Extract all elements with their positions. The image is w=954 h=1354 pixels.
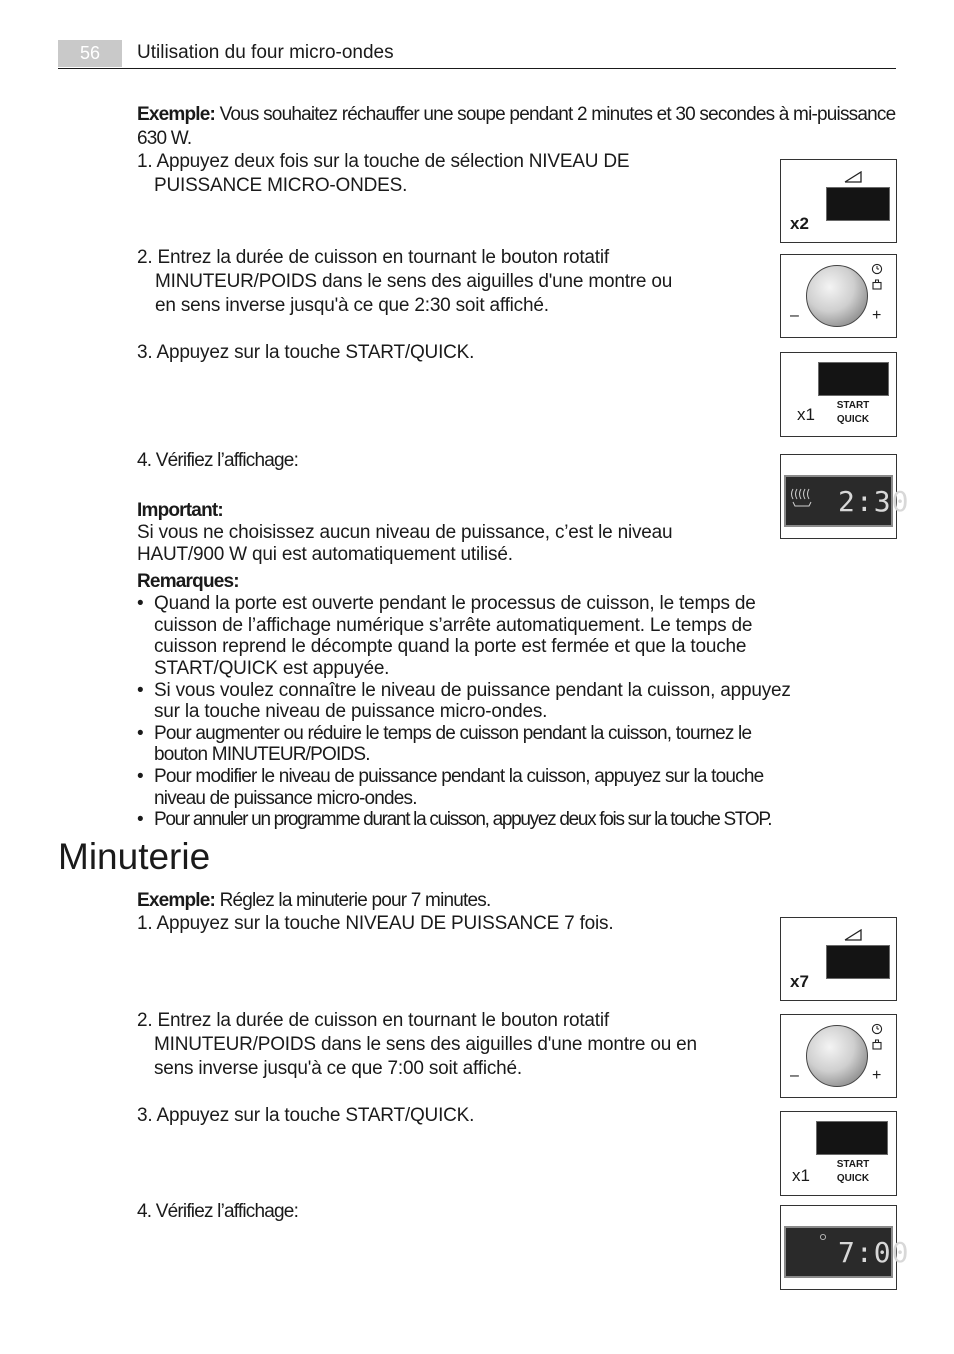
press-count: x1 [792,1166,810,1185]
s2-step4: 4. Vérifiez l’affichage: [137,1201,299,1222]
s1-step2-line2: MINUTEUR/POIDS dans le sens des aiguilles d'une montre ou [155,271,673,292]
button-face [816,1121,888,1155]
display-screen [784,475,910,527]
clock-icon [871,263,883,275]
remarks-label: Remarques: [137,571,239,592]
clock-icon [819,1233,827,1241]
timer-weight-knob [806,1025,868,1087]
timer-weight-knob [806,265,868,327]
important-line2: HAUT/900 W qui est automatiquement utilisé. [137,544,513,565]
remark-line: bouton MINUTEUR/POIDS. [154,744,370,765]
display-screen [784,1226,910,1278]
s1-step4: 4. Vérifiez l’affichage: [137,450,299,471]
remark-bullet: • [137,809,144,830]
quick-label: QUICK [836,1173,870,1184]
s1-step3: 3. Appuyez sur la touche START/QUICK. [137,342,475,363]
fig-timer-knob [780,254,897,338]
example-1 [137,104,895,126]
s1-step2-line3: en sens inverse jusqu'à ce que 2:30 soit affiché. [155,295,549,316]
start-label: START [836,1159,870,1170]
button-face [818,362,889,396]
microwave-waves-icon [789,486,817,508]
example-2-label: Exemple: [137,890,216,911]
remark-line: sur la touche niveau de puissance micro-ondes. [154,701,548,722]
power-level-icon [844,171,862,183]
header-rule [58,68,896,69]
start-label: START [836,400,870,411]
s2-step1: 1. Appuyez sur la touche NIVEAU DE PUISSANCE 7 fois. [137,913,614,934]
important-label: Important: [137,500,223,521]
quick-label: QUICK [836,414,870,425]
remark-line: niveau de puissance micro-ondes. [154,788,417,809]
remark-line: cuisson de l’affichage numérique s’arrête automatiquement. Le temps de [154,615,753,636]
s2-step3: 3. Appuyez sur la touche START/QUICK. [137,1105,475,1126]
example-1-text-2: 630 W. [137,128,192,149]
display-digits: 7:00 [838,1236,910,1269]
remark-bullet: • [137,723,144,744]
power-level-icon [844,929,862,941]
knob-minus: – [790,307,799,324]
header-title: Utilisation du four micro-ondes [137,42,394,63]
knob-plus: + [872,1067,882,1084]
page-number: 56 [58,40,122,67]
remark-line: START/QUICK est appuyée. [154,658,390,679]
remark-bullet: • [137,593,144,614]
fig-timer-knob-2 [780,1014,897,1098]
remark-line: Pour augmenter ou réduire le temps de cuisson pendant la cuisson, tournez le [154,723,752,744]
fig-power-button-x2 [780,159,897,243]
display-digits: 2:30 [838,485,910,518]
remark-bullet: • [137,680,144,701]
knob-minus: – [790,1067,799,1084]
s1-step2-line1: 2. Entrez la durée de cuisson en tournant le bouton rotatif [137,247,609,268]
s1-step1-line1: 1. Appuyez deux fois sur la touche de sélection NIVEAU DE [137,151,630,172]
example-1-text: Vous souhaitez réchauffer une soupe pendant 2 minutes et 30 secondes à mi-puissance [215,104,896,125]
section-heading: Minuterie [58,836,211,877]
weight-icon [872,279,882,290]
example-2-text: Réglez la minuterie pour 7 minutes. [215,890,491,911]
remark-line: cuisson reprend le décompte quand la porte est fermée et que la touche [154,636,747,657]
fig-start-button-x1 [780,352,897,437]
remark-line: Pour annuler un programme durant la cuisson, appuyez deux fois sur la touche STOP. [154,809,772,830]
weight-icon [872,1039,882,1050]
press-count: x2 [790,214,809,233]
press-count: x7 [790,972,809,991]
remark-line: Pour modifier le niveau de puissance pendant la cuisson, appuyez sur la touche [154,766,764,787]
knob-plus: + [872,307,882,324]
fig-display-700 [780,1205,910,1290]
s2-step2-line3: sens inverse jusqu'à ce que 7:00 soit affiché. [154,1058,522,1079]
remark-line: Quand la porte est ouverte pendant le processus de cuisson, le temps de [154,593,756,614]
remark-bullet: • [137,766,144,787]
important-line1: Si vous ne choisissez aucun niveau de puissance, c’est le niveau [137,522,673,543]
s1-step1-line2: PUISSANCE MICRO-ONDES. [154,175,408,196]
fig-power-button-x7 [780,917,897,1001]
clock-icon [871,1023,883,1035]
remark-line: Si vous voulez connaître le niveau de puissance pendant la cuisson, appuyez [154,680,791,701]
s2-step2-line2: MINUTEUR/POIDS dans le sens des aiguilles d'une montre ou en [154,1034,697,1055]
fig-display-230 [780,454,910,539]
press-count: x1 [797,405,815,424]
s2-step2-line1: 2. Entrez la durée de cuisson en tournant le bouton rotatif [137,1010,609,1031]
example-1-label: Exemple: [137,104,216,125]
button-face [826,945,890,979]
fig-start-button-x1-2 [780,1111,897,1196]
example-2 [137,890,490,912]
button-face [826,187,890,221]
